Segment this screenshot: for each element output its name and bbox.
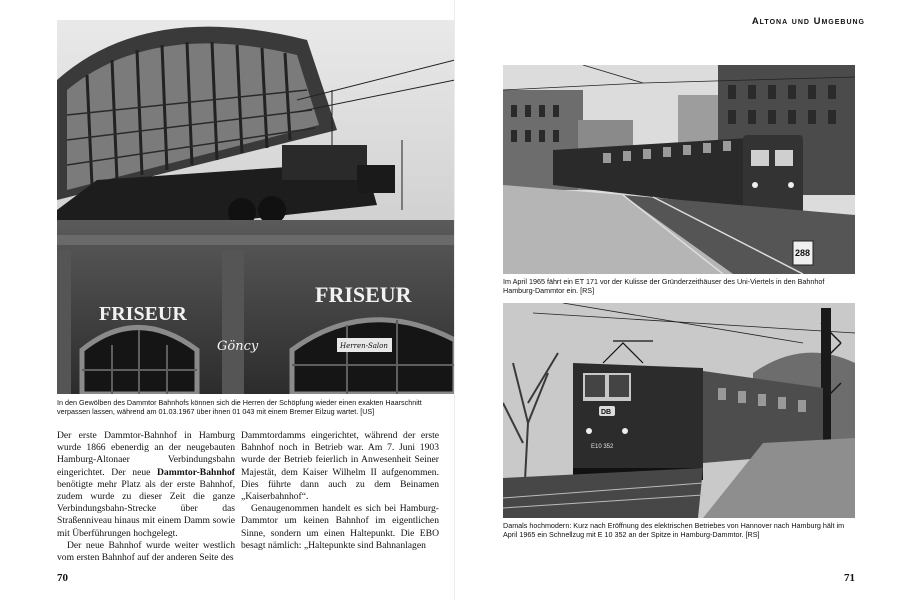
page-number-left: 70 [57,572,68,584]
caption-dammtor-vault: In den Gewölben des Dammtor Bahnhofs können sich die Herren der Schöpfung wieder einen exakten Haarschnitt verpassen lassen, während am 01.03.1967 über ihnen 01 043 mit einem Bremer Eilzug wartet. [US] [57,398,422,416]
friseur-sign-left: FRISEUR [99,303,187,325]
friseur-sign-right: FRISEUR [315,282,412,307]
km-sign: 288 [795,248,811,258]
caption-e10-352: Damals hochmodern: Kurz nach Eröffnung des elektrischen Betriebes von Hannover nach Hamburg hält im April 1965 ein Schnellzug mit E 10 352 an der Spitze in Hamburg-Dammtor. [RS] [503,521,845,539]
e10-352-photo [503,303,855,518]
goency-sign: Göncy [217,339,259,354]
paragraph-1-text-b: benötigte mehr Platz als der erste Bahnhof, zudem wurde zu dieser Zeit die ganze Verbindungsbahn-Strecke über das Straßenniveau hinaus mit einem Damm sowie mit Überführungen hochgelegt. [57,478,235,539]
loco-number: E10 352 [591,444,614,450]
db-logo: DB [601,409,612,416]
body-column-1 [57,430,235,564]
paragraph-3: Dammtordamms eingerichtet, während der erste Bahnhof noch in Betrieb war. Am 7. Juni 1903 wurde der Betrieb feierlich in Anwesenheit Seiner Majestät, dem Kaiser Wilhelm II aufgenommen. Dies führte dann auch zu dem Beinamen „Kaiserbahnhof“. [241,430,439,503]
paragraph-1-text-a: Der erste Dammtor-Bahnhof in Hamburg wurde 1866 ebenerdig an der neugebauten Hamburg-Altonaer Verbindungsbahn eingerichtet. Der neue [57,430,235,478]
body-column-2 [241,430,439,552]
paragraph-2: Der neue Bahnhof wurde weiter westlich vom ersten Bahnhof auf der anderen Seite des [57,539,235,564]
running-head: Altona und Umgebung [751,16,865,27]
paragraph-4: Genaugenommen handelt es sich bei Hamburg-Dammtor um keinen Bahnhof im eigentlichen Sinne, sondern um einen Haltepunkt. Die EBO besagt nämlich: „Haltepunkte sind Bahnanlagen [241,503,439,551]
right-page [455,0,910,600]
dammtor-vault-photo [57,20,455,394]
page-number-right: 71 [844,572,855,584]
et171-photo [503,65,855,274]
bold-term-dammtor-bahnhof: Dammtor-Bahnhof [157,466,235,478]
caption-et171: Im April 1965 fährt ein ET 171 vor der Kulisse der Gründerzeithäuser des Uni-Viertels in den Bahnhof Hamburg-Dammtor ein. [RS] [503,277,825,295]
herren-salon-sign: Herren-Salon [340,342,388,350]
paragraph-1 [57,430,235,540]
